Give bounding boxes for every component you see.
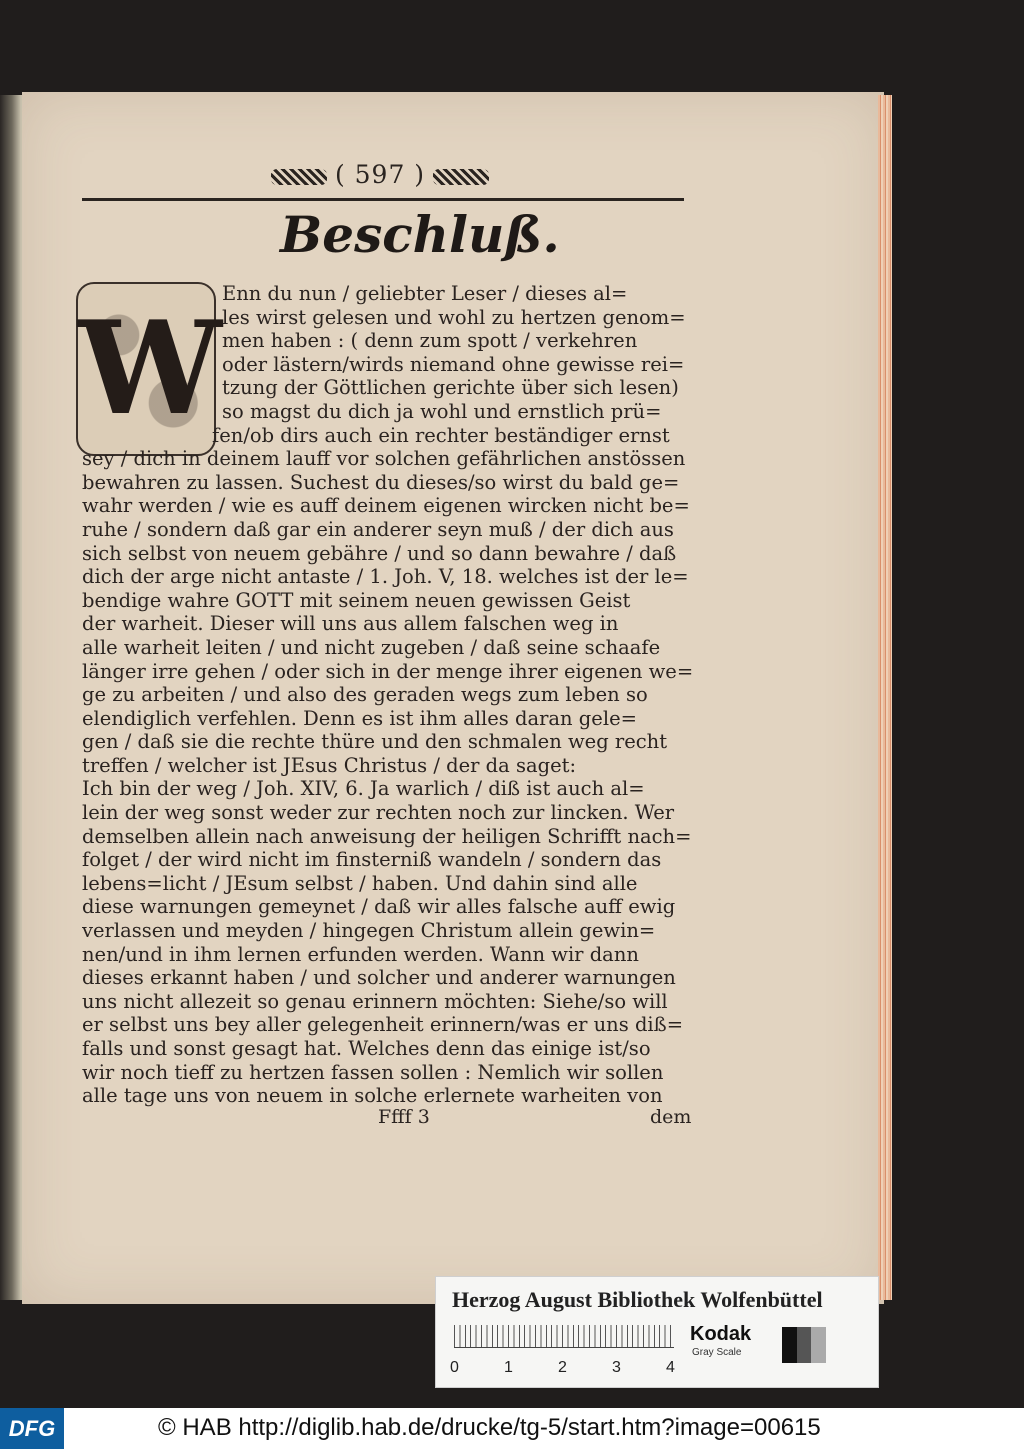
text-line: Ich bin der weg / Joh. XIV, 6. Ja warlich / diß ist auch al= bbox=[82, 777, 645, 801]
text-line: er selbst uns bey aller gelegenheit erinnern/was er uns diß= bbox=[82, 1013, 684, 1037]
header-rule bbox=[82, 198, 684, 201]
text-line: Enn du nun / geliebter Leser / dieses al= bbox=[222, 282, 628, 305]
gray-patch bbox=[797, 1327, 812, 1363]
gray-patch bbox=[811, 1327, 826, 1363]
ornament-right-icon bbox=[433, 169, 489, 185]
text-line: länger irre gehen / oder sich in der menge ihrer eigenen we= bbox=[82, 659, 694, 683]
text-line: bendige wahre GOTT mit seinem neuen gewissen Geist bbox=[82, 588, 631, 612]
text-line: uns nicht allezeit so genau erinnern möchten: Siehe/so will bbox=[82, 989, 668, 1013]
ornament-left-icon bbox=[271, 169, 327, 185]
page-edges bbox=[878, 95, 892, 1300]
text-line: so magst du dich ja wohl und ernstlich prü= bbox=[222, 399, 662, 423]
scale-label: 1 bbox=[504, 1359, 513, 1376]
text-line: elendiglich verfehlen. Denn es ist ihm alles daran gele= bbox=[82, 706, 637, 730]
text-line: wahr werden / wie es auff deinem eigenen wircken nicht be= bbox=[82, 494, 690, 518]
text-line: tzung der Göttlichen gerichte über sich lesen) bbox=[222, 376, 679, 400]
body-text bbox=[82, 282, 708, 1108]
gray-scale-label: Gray Scale bbox=[692, 1347, 742, 1358]
scale-label: 0 bbox=[450, 1359, 459, 1376]
scale-ruler bbox=[454, 1325, 674, 1348]
text-line: verlassen und meyden / hingegen Christum allein gewin= bbox=[82, 919, 656, 943]
color-reference-card bbox=[435, 1276, 879, 1388]
scale-label: 3 bbox=[612, 1359, 621, 1376]
scale-label: 4 bbox=[666, 1359, 675, 1376]
text-line: fen/ob dirs auch ein rechter beständiger ernst bbox=[212, 423, 670, 447]
page-header bbox=[240, 160, 520, 194]
text-line: lein der weg sonst weder zur rechten noch zur lincken. Wer bbox=[82, 801, 675, 825]
initial-letter: W bbox=[78, 294, 222, 444]
scale-label: 2 bbox=[558, 1359, 567, 1376]
text-line: dieses erkannt haben / und solcher und anderer warnungen bbox=[82, 966, 676, 990]
gray-patches bbox=[782, 1327, 826, 1363]
text-line: lebens=licht / JEsum selbst / haben. Und dahin sind alle bbox=[82, 871, 638, 895]
page-number: ( 597 ) bbox=[334, 160, 426, 189]
text-line: sich selbst von neuem gebähre / und so dann bewahre / daß bbox=[82, 541, 677, 565]
text-line: bewahren zu lassen. Suchest du dieses/so wirst du bald ge= bbox=[82, 470, 680, 494]
text-line: oder lästern/wirds niemand ohne gewisse rei= bbox=[222, 352, 685, 376]
text-line: ge zu arbeiten / und also des geraden wegs zum leben so bbox=[82, 683, 648, 707]
text-line: les wirst gelesen und wohl zu hertzen genom= bbox=[222, 305, 686, 329]
text-line: dich der arge nicht antaste / 1. Joh. V, 18. welches ist der le= bbox=[82, 565, 689, 589]
text-line: wir noch tieff zu hertzen fassen sollen : Nemlich wir sollen bbox=[82, 1060, 664, 1084]
gray-patch bbox=[782, 1327, 797, 1363]
text-line: sey / dich in deinem lauff vor solchen gefährlichen anstössen bbox=[82, 447, 686, 471]
library-name: Herzog August Bibliothek Wolfenbüttel bbox=[452, 1287, 823, 1312]
text-line: nen/und in ihm lernen erfunden werden. Wann wir dann bbox=[82, 942, 639, 966]
text-line: folget / der wird nicht im finsterniß wandeln / sondern das bbox=[82, 848, 662, 872]
signature-mark: Ffff 3 bbox=[378, 1106, 430, 1128]
text-line: ruhe / sondern daß gar ein anderer seyn muß / der dich aus bbox=[82, 517, 674, 541]
text-line: falls und sonst gesagt hat. Welches denn das einige ist/so bbox=[82, 1037, 651, 1060]
text-line: gen / daß sie die rechte thüre und den schmalen weg recht bbox=[82, 730, 668, 754]
copyright-link[interactable]: © HAB http://diglib.hab.de/drucke/tg-5/start.htm?image=00615 bbox=[158, 1414, 821, 1441]
text-line: der warheit. Dieser will uns aus allem falschen weg in bbox=[82, 612, 619, 636]
kodak-brand: Kodak bbox=[690, 1323, 752, 1345]
text-line: treffen / welcher ist JEsus Christus / der da saget: bbox=[82, 753, 577, 777]
text-line: men haben : ( denn zum spott / verkehren bbox=[222, 329, 638, 353]
dfg-logo: DFG bbox=[0, 1408, 64, 1449]
footer-bar bbox=[0, 1408, 1024, 1449]
catchword: dem bbox=[650, 1106, 692, 1128]
chapter-title: Beschluß. bbox=[280, 205, 560, 264]
text-line: demselben allein nach anweisung der heiligen Schrifft nach= bbox=[82, 824, 692, 848]
text-line: alle tage uns von neuem in solche erlernete warheiten von bbox=[82, 1084, 663, 1108]
text-line: diese warnungen gemeynet / daß wir alles falsche auff ewig bbox=[82, 895, 676, 919]
text-line: alle warheit leiten / und nicht zugeben / daß seine schaafe bbox=[82, 635, 661, 659]
